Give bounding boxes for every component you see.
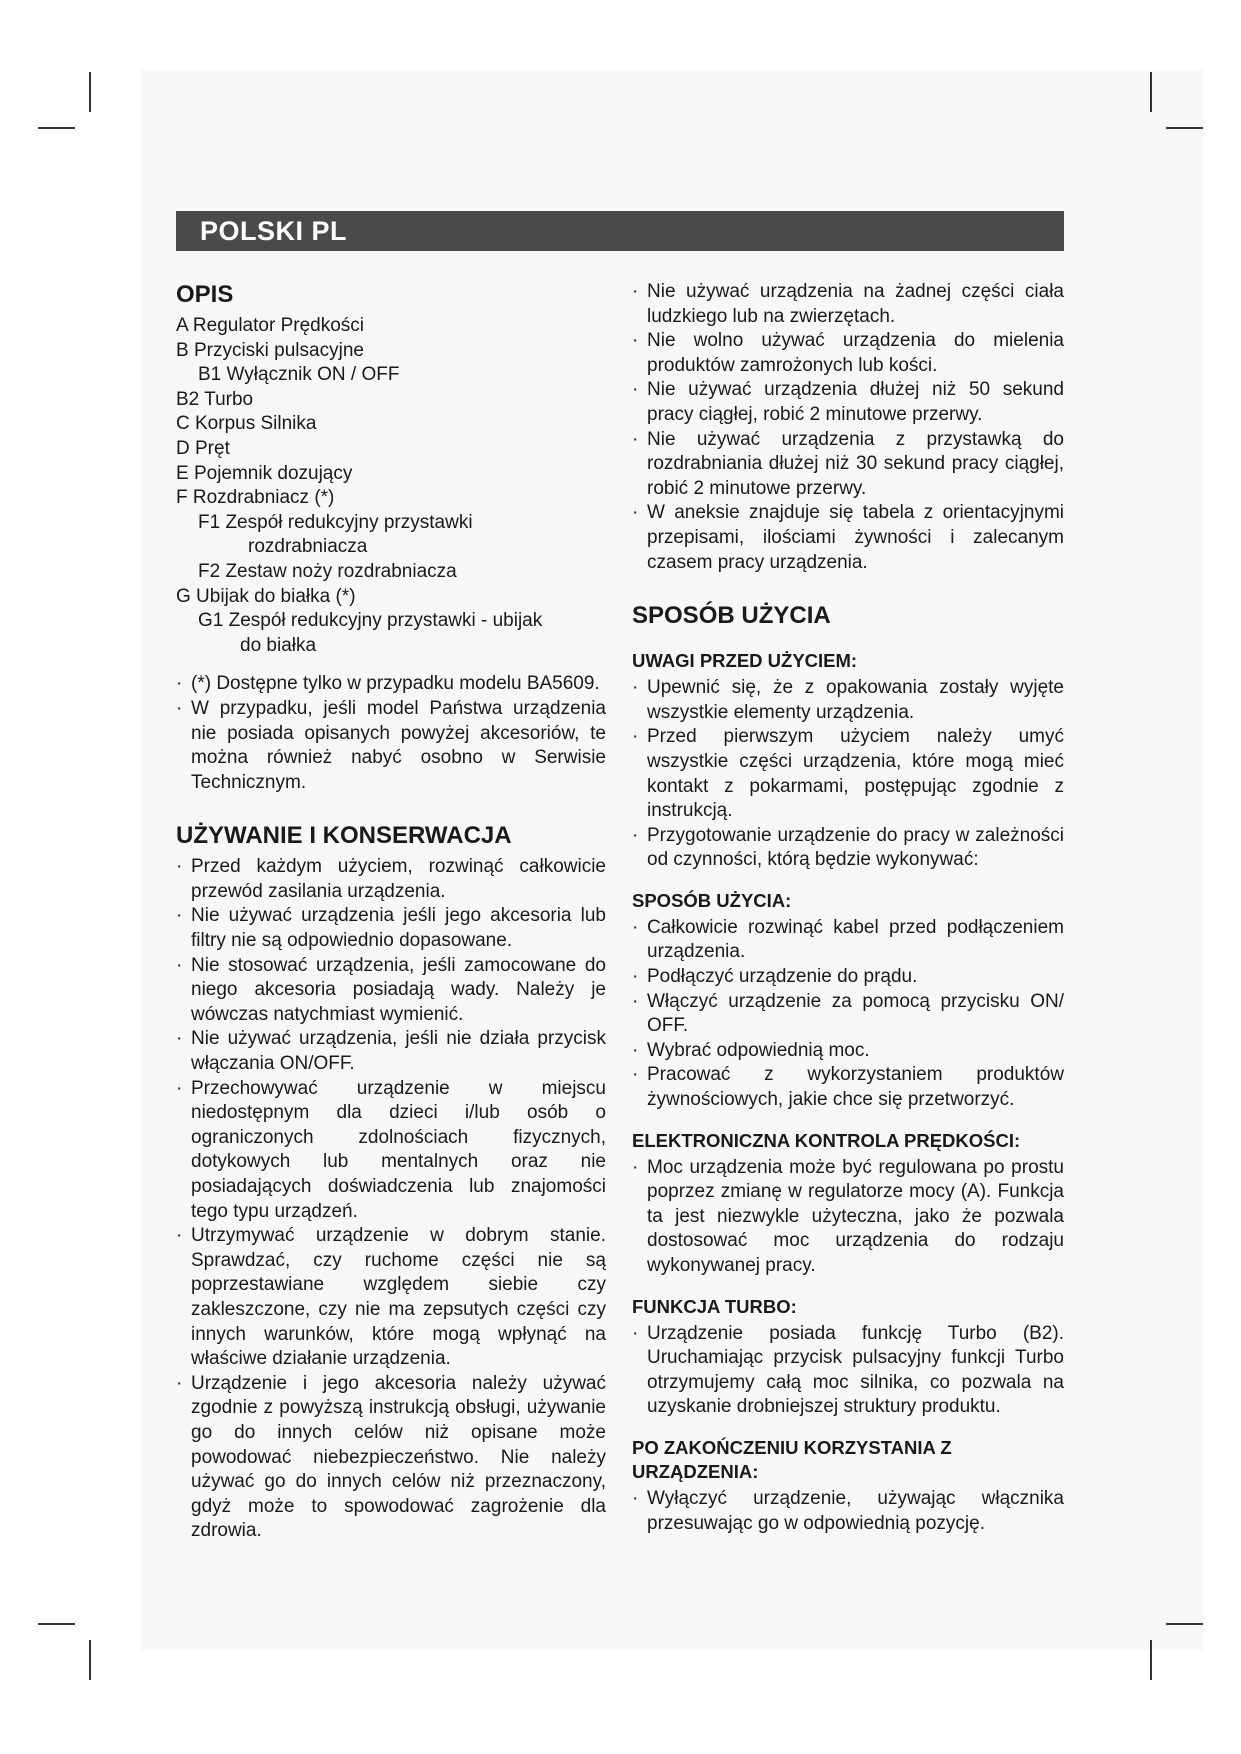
uzywanie-item: · Urządzenie i jego akcesoria należy używać zgodnie z powyższą instrukcją obsługi, używanie go do innych celów niż opisane może powodować niebezpieczeństwo. Nie należy używać go do innych celów niż przeznaczony, gdyż może to spowodować zagrożenie dla zdrowia. [176,1372,606,1544]
elektro-list [632,1156,1064,1279]
uzywanie-item: · Nie stosować urządzenia, jeśli zamocowane do niego akcesoria posiadają wady. Należy je wówczas natychmiast wymienić. [176,954,606,1028]
uzywanie-list [176,855,606,1544]
sposob-heading: SPOSÓB UŻYCIA [632,602,831,630]
uzycie-item: · Wybrać odpowiednią moc. [632,1039,1064,1064]
uzywanie-item: · W aneksie znajduje się tabela z orientacyjnymi przepisami, ilościami żywności i zalecanym czasem pracy urządzenia. [632,501,1064,575]
part-item: rozdrabniacza [248,536,368,558]
note-item: · W przypadku, jeśli model Państwa urządzenia nie posiada opisanych powyżej akcesoriów, te można również nabyć osobno w Serwisie Technicznym. [176,697,606,795]
part-item: F2 Zestaw noży rozdrabniacza [198,560,457,582]
crop-mark-bottom-left-v [89,1640,91,1680]
part-item: G1 Zespół redukcyjny przystawki - ubijak [198,610,543,632]
uzycie-item: · Włączyć urządzenie za pomocą przycisku ON/ OFF. [632,990,1064,1039]
part-item: B2 Turbo [176,388,254,410]
uzywanie-item: · Nie używać urządzenia z przystawką do rozdrabniania dłużej niż 30 sekund pracy ciągłej, robić 2 minutowe przerwy. [632,428,1064,502]
uzywanie-list-continued [632,280,1064,575]
uzywanie-item: · Nie używać urządzenia dłużej niż 50 sekund pracy ciągłej, robić 2 minutowe przerwy. [632,378,1064,427]
po-heading: PO ZAKOŃCZENIU KORZYSTANIA Z URZĄDZENIA: [632,1436,952,1482]
note-item: · (*) Dostępne tylko w przypadku modelu BA5609. [176,672,606,697]
crop-mark-top-left-v [89,72,91,112]
opis-notes [176,672,606,795]
po-list [632,1487,1064,1536]
uwagi-item: · Upewnić się, że z opakowania zostały wyjęte wszystkie elementy urządzenia. [632,676,1064,725]
language-header-title: POLSKI PL [200,216,348,246]
uzycie-item: · Pracować z wykorzystaniem produktów żywnościowych, jakie chce się przetworzyć. [632,1063,1064,1112]
elektro-heading: ELEKTRONICZNA KONTROLA PRĘDKOŚCI: [632,1129,1021,1151]
turbo-item: · Urządzenie posiada funkcję Turbo (B2). Uruchamiając przycisk pulsacyjny funkcji Turbo otrzymujemy całą moc silnika, co pozwala na uzyskanie drobniejszej struktury produktu. [632,1322,1064,1420]
uwagi-item: · Przed pierwszym użyciem należy umyć wszystkie części urządzenia, które mogą mieć kontakt z pokarmami, postępując zgodnie z instrukcją. [632,725,1064,823]
part-item: G Ubijak do białka (*) [176,585,356,607]
part-item: B Przyciski pulsacyjne [176,339,364,361]
part-item: A Regulator Prędkości [176,315,364,336]
turbo-list [632,1322,1064,1420]
part-item: do białka [240,634,317,656]
uzywanie-item: · Przed każdym użyciem, rozwinąć całkowicie przewód zasilania urządzenia. [176,855,606,904]
crop-mark-bottom-right-v [1150,1640,1152,1680]
po-item: · Wyłączyć urządzenie, używając włącznika przesuwając go w odpowiednią pozycję. [632,1487,1064,1536]
crop-mark-bottom-right-h [1166,1623,1203,1625]
uzywanie-item: · Utrzymywać urządzenie w dobrym stanie. Sprawdzać, czy ruchome części nie są poprzestawiane względem siebie czy zakleszczone, czy nie ma zepsutych części czy innych warunków, które mogą wpłynąć na właściwe działanie urządzenia. [176,1224,606,1372]
uzywanie-item: · Przechowywać urządzenie w miejscu niedostępnym dla dzieci i/lub osób o ograniczonych zdolnościach fizycznych, dotykowych lub mentalnych oraz nie posiadających doświadczenia lub znajomości tego typu urządzeń. [176,1077,606,1225]
part-item: C Korpus Silnika [176,413,317,435]
part-item: F Rozdrabniacz (*) [176,487,335,509]
uzywanie-item: · Nie wolno używać urządzenia do mielenia produktów zamrożonych lub kości. [632,329,1064,378]
uzywanie-heading: UŻYWANIE I KONSERWACJA [176,822,512,850]
uzywanie-item: · Nie używać urządzenia na żadnej części ciała ludzkiego lub na zwierzętach. [632,280,1064,329]
opis-heading: OPIS [176,281,234,308]
uwagi-item: · Przygotowanie urządzenie do pracy w zależności od czynności, którą będzie wykonywać: [632,824,1064,873]
part-item: F1 Zespół redukcyjny przystawki [198,511,473,533]
crop-mark-top-right-v [1150,72,1152,112]
uzycie-list [632,916,1064,1113]
left-column [176,280,606,1544]
uzycie-heading: SPOSÓB UŻYCIA: [632,889,792,911]
uwagi-heading: UWAGI PRZED UŻYCIEM: [632,650,858,672]
uzywanie-item: · Nie używać urządzenia, jeśli nie działa przycisk włączania ON/OFF. [176,1027,606,1076]
elektro-item: · Moc urządzenia może być regulowana po prostu poprzez zmianę w regulatorze mocy (A). Funkcja ta jest niezwykle użyteczna, jako że pozwala dostosować moc urządzenia do rodzaju wykonywanej pracy. [632,1156,1064,1279]
part-item: E Pojemnik dozujący [176,462,353,484]
uzycie-item: · Podłączyć urządzenie do prądu. [632,965,1064,990]
uzywanie-item: · Nie używać urządzenia jeśli jego akcesoria lub filtry nie są odpowiednio dopasowane. [176,904,606,953]
crop-mark-top-right-h [1166,127,1203,129]
crop-mark-top-left-h [38,127,75,129]
part-item: D Pręt [176,437,230,459]
uwagi-list [632,676,1064,873]
part-item: B1 Wyłącznik ON / OFF [198,364,400,386]
crop-mark-bottom-left-h [38,1623,75,1625]
parts-list [176,314,606,658]
turbo-heading: FUNKCJA TURBO: [632,1295,797,1317]
right-column [632,280,1064,1536]
uzycie-item: · Całkowicie rozwinąć kabel przed podłączeniem urządzenia. [632,916,1064,965]
language-header-bar [176,211,1064,251]
